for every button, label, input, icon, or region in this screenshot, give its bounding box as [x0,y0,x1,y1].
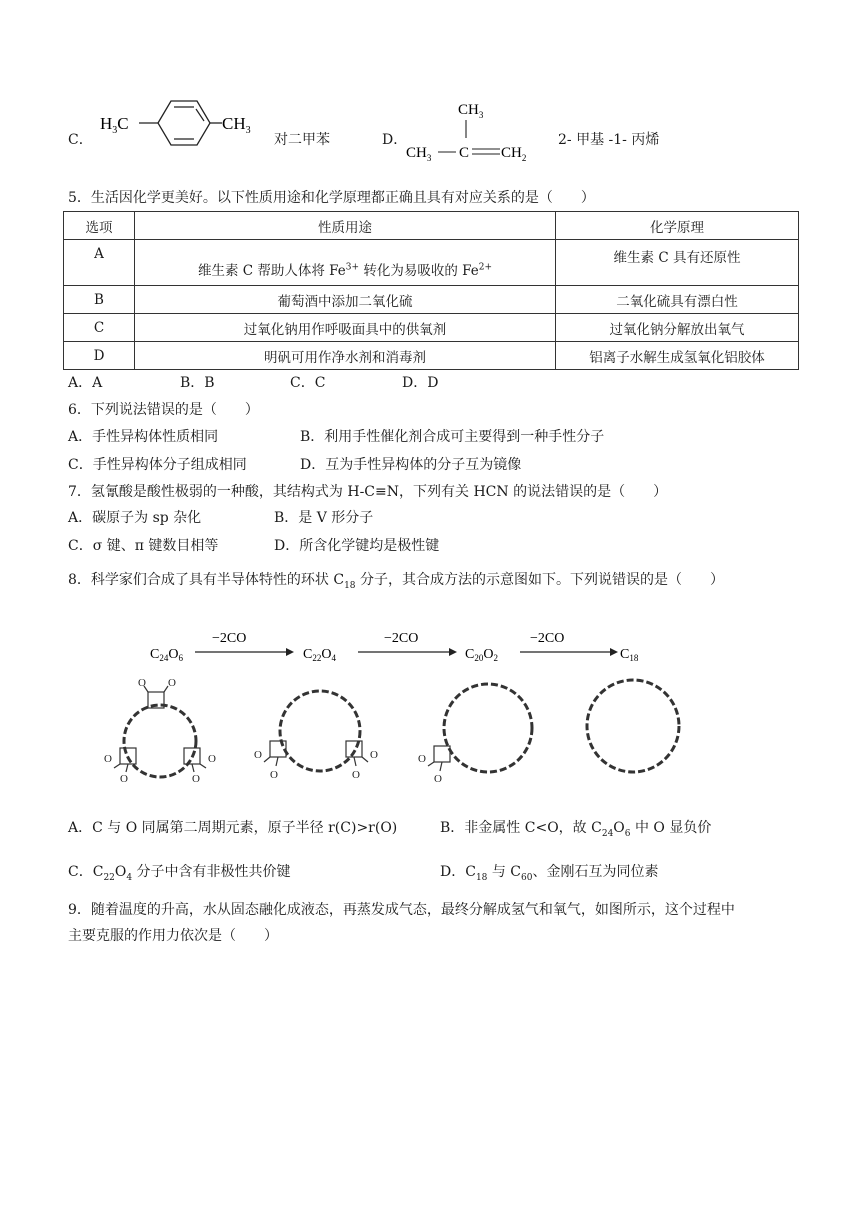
row-use: 葡萄酒中添加二氧化硫 [135,286,556,314]
q7-option-a: A．碳原子为 sp 杂化 [68,510,202,526]
svg-text:O: O [352,769,360,781]
molecule-c24o6 [114,686,206,777]
svg-text:O: O [104,753,112,765]
q7-option-b: B．是 V 形分子 [274,510,374,526]
table-row [64,314,799,342]
row-option: B [64,286,135,314]
svg-text:O: O [270,769,278,781]
label-c22o4: $C_{22}O_4$ [303,647,336,663]
table-header-row [64,212,799,240]
header-option: 选项 [64,212,135,240]
q5-stem: 5．生活因化学更美好。以下性质用途和化学原理都正确且具有对应关系的是（ ） [68,190,595,206]
table-row [64,286,799,314]
label-c20o2: $C_{20}O_2$ [465,647,498,663]
row-use: 过氧化钠用作呼吸面具中的供氧剂 [135,314,556,342]
svg-text:O: O [208,753,216,765]
row-option: D [64,342,135,370]
q5-answer-c: C．C [290,375,326,391]
q8-option-b: B．非金属性 C<O，故 $C_{24}O_6$ 中 O 显负价 [440,820,712,839]
label-c24o6: $C_{24}O_6$ [150,647,183,663]
table-row [64,240,799,286]
row-option: A [64,240,135,286]
q5-answer-d: D．D [402,375,439,391]
methylpropene-structure [404,96,540,166]
q6-option-d: D．互为手性异构体的分子互为镜像 [300,457,522,473]
para-xylene-structure [96,96,266,152]
arrow-label-3: −2CO [530,631,565,646]
svg-text:CH3: $CH_3$ [458,102,484,120]
svg-text:O: O [418,753,426,765]
molecule-c18 [587,680,679,772]
row-principle: 过氧化钠分解放出氧气 [556,314,799,342]
svg-text:C: C [459,145,470,161]
q8-stem: 8．科学家们合成了具有半导体特性的环状 $C_{18}$ 分子，其合成方法的示意图如下。下列说错误的是（ ） [68,572,724,591]
header-principle: 化学原理 [556,212,799,240]
molecule-c20o2 [428,684,532,772]
svg-text:O: O [168,677,176,689]
q7-stem: 7．氢氰酸是酸性极弱的一种酸，其结构式为 H-C≡N，下列有关 HCN 的说法错误的是（ ） [68,484,668,500]
svg-text:O: O [434,773,442,785]
q5-answer-a: A．A [68,375,103,391]
arrow-label-2: −2CO [384,631,419,646]
header-use: 性质用途 [135,212,556,240]
svg-text:H3C: $H_3C$ [100,114,129,136]
q4-option-d-label: D． [382,132,408,148]
row-principle: 铝离子水解生成氢氧化铝胶体 [556,342,799,370]
svg-text:CH2: $CH_2$ [501,145,527,163]
q4-option-c-label: C． [68,132,93,148]
q6-option-c: C．手性异构体分子组成相同 [68,457,247,473]
q7-option-c: C．σ 键、π 键数目相等 [68,538,219,554]
svg-text:CH3: $CH_3$ [222,114,251,136]
q6-stem: 6．下列说法错误的是（ ） [68,402,259,418]
svg-text:O: O [254,749,262,761]
q8-option-d: D．$C_{18}$ 与 $C_{60}$、金刚石互为同位素 [440,864,659,883]
svg-text:O: O [120,773,128,785]
svg-text:O: O [192,773,200,785]
label-c18: $C_{18}$ [620,647,639,663]
q9-stem-line1: 9．随着温度的升高，水从固态融化成液态，再蒸发成气态，最终分解成氢气和氧气，如图所示，这个过程中 [68,902,735,918]
row-option: C [64,314,135,342]
q4-option-c-name: 对二甲苯 [274,132,330,148]
table-row [64,342,799,370]
q8-option-c: C．$C_{22}O_4$ 分子中含有非极性共价键 [68,864,291,883]
q9-stem-line2: 主要克服的作用力依次是（ ） [68,928,278,944]
q6-option-b: B．利用手性催化剂合成可主要得到一种手性分子 [300,429,605,445]
row-use: 维生素 C 帮助人体将 $Fe^{3+}$ 转化为易吸收的 $Fe^{2+}$ [135,240,556,286]
molecule-c22o4 [264,691,368,771]
q5-table [63,211,799,370]
svg-text:CH3: $CH_3$ [406,145,432,163]
svg-text:O: O [138,677,146,689]
c18-synthesis-diagram [100,616,720,798]
row-principle: 维生素 C 具有还原性 [556,240,799,286]
q8-option-a: A．C 与 O 同属第二周期元素，原子半径 r(C)>r(O) [68,820,398,836]
arrow-label-1: −2CO [212,631,247,646]
q6-option-a: A．手性异构体性质相同 [68,429,219,445]
q4-option-d-name: 2- 甲基 -1- 丙烯 [558,132,660,148]
row-principle: 二氧化硫具有漂白性 [556,286,799,314]
q7-option-d: D．所含化学键均是极性键 [274,538,440,554]
svg-text:O: O [370,749,378,761]
q5-answer-b: B．B [180,375,215,391]
row-use: 明矾可用作净水剂和消毒剂 [135,342,556,370]
